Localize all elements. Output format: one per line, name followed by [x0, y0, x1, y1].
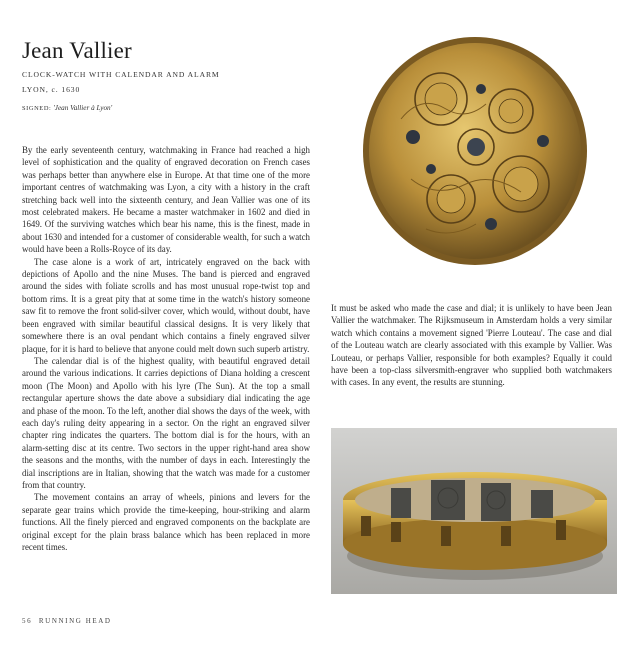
page-number: 56 — [22, 617, 33, 625]
page-title: Jean Vallier — [22, 38, 132, 63]
body-text-left — [22, 144, 310, 553]
paragraph: It must be asked who made the case and dial; it is unlikely to have been Jean Vallier the watchmaker. The Rijksmuseum in Amsterdam holds a very similar watch which contains a movement signed 'Pierre Louteau'. The case and dial of the Louteau watch are clearly associated with this example by Vallier. Was Louteau, or perhaps Vallier, responsible for both examples? Equally it could have been a top-class silversmith-engraver who supplied both watchmakers with cases. In any event, the results are stunning. — [331, 303, 612, 388]
body-text-right — [331, 302, 612, 389]
page-footer — [22, 617, 112, 625]
paragraph: The case alone is a work of art, intricately engraved on the back with depictions of Apollo and the nine Muses. The band is pierced and engraved around the sides with foliate scrolls and has most unusual rope-twist top and bottom rims. It is a great pity that at some time in the watch's history someone saw fit to remove the front solid-silver cover, which would, without doubt, have been engraved with similar beautiful classical designs. It is very likely that somewhere there is an oval pendant which contains a finely engraved silver plaque, for it is hard to believe that anyone could melt down such superb artistry. — [22, 256, 310, 354]
watch-side-photo — [331, 428, 617, 594]
paragraph: By the early seventeenth century, watchmaking in France had reached a high level of sophistication and the quality of engraved decoration on French cases was perhaps better than anywhere else in Europe. At that time one of the more important centres of watchmaking was Lyon, a city with a history in the craft stretching back well into the sixteenth century, and Jean Vallier was one of its most celebrated makers. He became a master watchmaker in 1602 and died in 1649. Of the surviving watches which bear his name, this is the finest, made in about 1630 and intended for a customer of considerable wealth, for such a watch would have been a Rolls-Royce of its day. — [22, 145, 310, 255]
signed-value: 'Jean Vallier à Lyon' — [53, 104, 113, 112]
paragraph: The movement contains an array of wheels, pinions and levers for the separate gear trains which provide the time-keeping, hour-striking and alarm functions. All the finely pierced and engraved components on the backplate are original except for the plain brass balance which has been replaced in more recent times. — [22, 492, 310, 552]
watch-movement-photo — [331, 29, 619, 274]
watch-subtitle: CLOCK-WATCH WITH CALENDAR AND ALARM — [22, 70, 220, 79]
paragraph: The calendar dial is of the highest quality, with beautiful engraved detail around the various indications. It carries depictions of Diana holding a crescent moon (The Moon) and Apollo with his lyre (The Sun). At the top a small rectangular aperture shows the date above a subsidiary dial indicating the age and phase of the moon. To the left, another dial shows the days of the week, with each day's ruling deity appearing in a sector. On the right an engraved silver chapter ring indicates the quarters. The bottom dial is for the hours, with an alarm-setting disc at its centre. Two sectors in the upper right-hand area show the seasons and the months, with the number of days in each. Interestingly the dial inscriptions are in Italian, showing that the watch was made for a customer from that country. — [22, 355, 310, 490]
running-head: RUNNING HEAD — [38, 617, 112, 625]
signature-line — [22, 104, 112, 112]
place-and-date: LYON, c. 1630 — [22, 85, 81, 94]
signed-label: SIGNED: — [22, 105, 52, 112]
